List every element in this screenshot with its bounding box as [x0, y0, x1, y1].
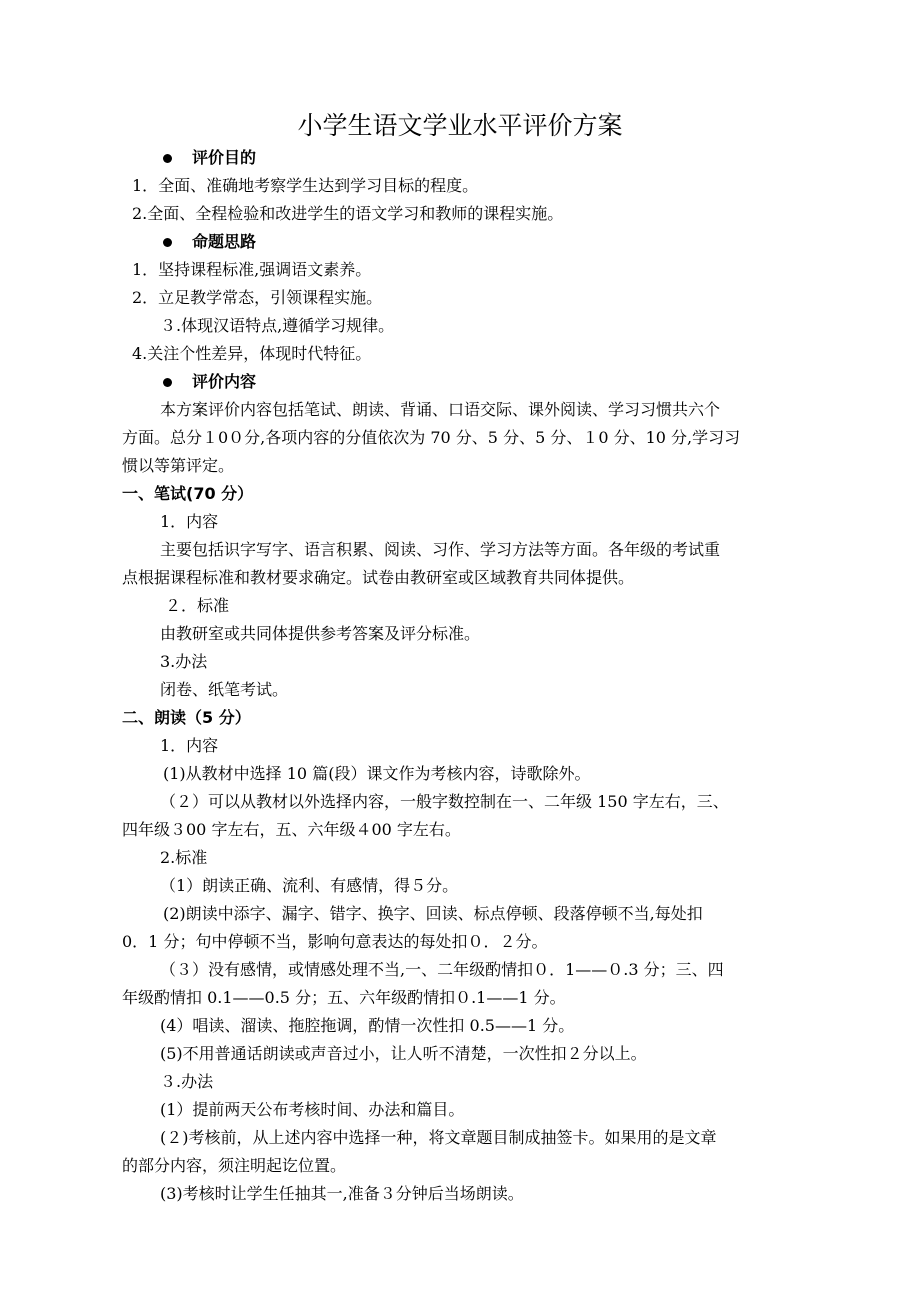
- idea-item: 2．立足教学常态，引领课程实施。: [132, 288, 383, 307]
- section1-line: 主要包括识字写字、语言积累、阅读、习作、学习方法等方面。各年级的考试重: [160, 540, 721, 559]
- section2-line: 四年级３00 字左右，五、六年级４00 字左右。: [122, 820, 461, 839]
- section2-line: (5)不用普通话朗读或声音过小，让人听不清楚，一次性扣２分以上。: [160, 1044, 647, 1063]
- section2-line: 年级酌情扣 0.1——0.5 分；五、六年级酌情扣０.1——1 分。: [122, 988, 566, 1007]
- section2-line: (1)从教材中选择 10 篇(段）课文作为考核内容，诗歌除外。: [163, 764, 591, 783]
- bullet-dot-icon: [163, 154, 172, 163]
- section2-line: （２）可以从教材以外选择内容，一般字数控制在一、二年级 150 字左右，三、: [160, 792, 729, 811]
- section-heading-purpose: 评价目的: [192, 148, 257, 167]
- idea-item: 1．坚持课程标准,强调语文素养。: [132, 260, 372, 279]
- section1-line: 3.办法: [160, 652, 208, 671]
- content-paragraph-line: 方面。总分１0０分,各项内容的分值依次为 70 分、5 分、5 分、１0 分、10 分,学习习: [122, 428, 741, 447]
- bullet-dot-icon: [163, 238, 172, 247]
- section2-line: 的部分内容，须注明起讫位置。: [122, 1156, 347, 1175]
- section2-line: (4）唱读、溜读、拖腔拖调，酌情一次性扣 0.5——1 分。: [160, 1016, 575, 1035]
- section-heading-reading-aloud: 二、朗读（5 分）: [122, 708, 251, 727]
- bullet-dot-icon: [163, 378, 172, 387]
- section2-line: ３.办法: [160, 1072, 214, 1091]
- section-heading-content: 评价内容: [192, 372, 257, 391]
- purpose-item: 2.全面、全程检验和改进学生的语文学习和教师的课程实施。: [132, 204, 564, 223]
- section-heading-ideas: 命题思路: [192, 232, 257, 251]
- content-paragraph-line: 惯以等第评定。: [122, 456, 235, 475]
- idea-item: ３.体现汉语特点,遵循学习规律。: [160, 316, 395, 335]
- content-paragraph-line: 本方案评价内容包括笔试、朗读、背诵、口语交际、课外阅读、学习习惯共六个: [160, 400, 721, 419]
- page-title: 小学生语文学业水平评价方案: [297, 111, 623, 140]
- section2-line: (1）提前两天公布考核时间、办法和篇目。: [160, 1100, 465, 1119]
- section1-line: 由教研室或共同体提供参考答案及评分标准。: [160, 624, 481, 643]
- section1-line: 闭卷、纸笔考试。: [160, 680, 289, 699]
- section2-line: （1）朗读正确、流利、有感情，得５分。: [160, 876, 459, 895]
- section1-line: 1．内容: [160, 512, 219, 531]
- section1-line: ２．标准: [165, 596, 230, 615]
- section2-line: 2.标准: [160, 848, 208, 867]
- section1-line: 点根据课程标准和教材要求确定。试卷由教研室或区域教育共同体提供。: [122, 568, 635, 587]
- section2-line: （３）没有感情，或情感处理不当,一、二年级酌情扣０．1——０.3 分；三、四: [160, 960, 724, 979]
- section2-line: (2)朗读中添字、漏字、错字、换字、回读、标点停顿、段落停顿不当,每处扣: [163, 904, 703, 923]
- purpose-item: 1．全面、准确地考察学生达到学习目标的程度。: [132, 176, 479, 195]
- section2-line: 0．1 分；句中停顿不当，影响句意表达的每处扣０．２分。: [122, 932, 548, 951]
- section2-line: (２)考核前，从上述内容中选择一种，将文章题目制成抽签卡。如果用的是文章: [160, 1128, 717, 1147]
- section2-line: 1．内容: [160, 736, 219, 755]
- section2-line: (3)考核时让学生任抽其一,准备３分钟后当场朗读。: [160, 1184, 524, 1203]
- idea-item: 4.关注个性差异，体现时代特征。: [132, 344, 372, 363]
- section-heading-written-exam: 一、笔试(70 分）: [122, 484, 254, 503]
